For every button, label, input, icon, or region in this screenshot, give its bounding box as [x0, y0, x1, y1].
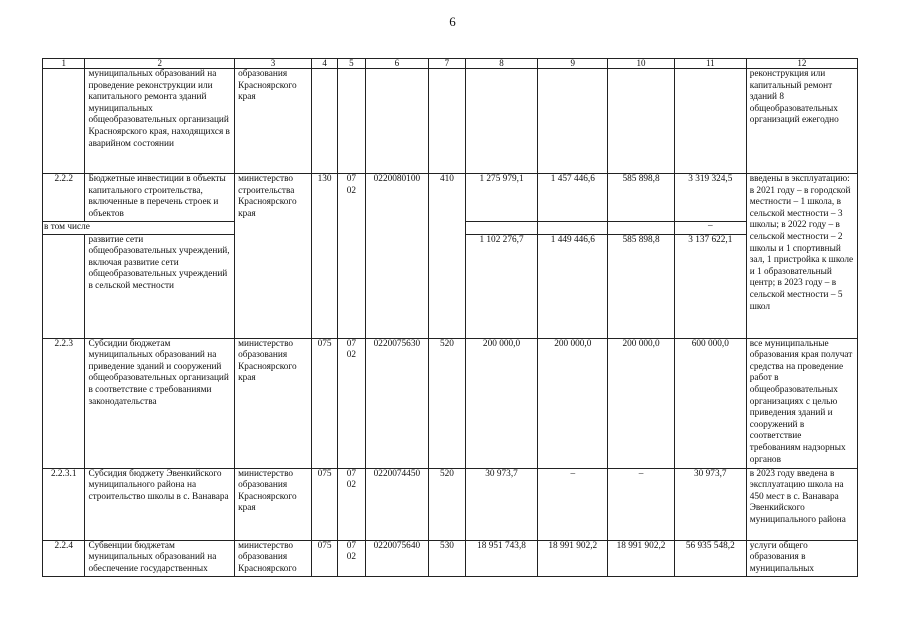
col-header: 11: [674, 59, 746, 69]
program-measures-table: [42, 58, 858, 577]
grbs-code: 075: [311, 540, 337, 576]
amount-2022: 1 457 446,6: [538, 174, 608, 222]
col-header: 7: [429, 59, 465, 69]
section-code: 07 02: [338, 468, 365, 540]
including-dash: –: [674, 222, 746, 235]
amount-total: 3 319 324,5: [674, 174, 746, 222]
target-article-code: 0220075640: [365, 540, 429, 576]
amount-2022: 200 000,0: [538, 338, 608, 468]
col-header: 8: [465, 59, 538, 69]
col-header: 9: [538, 59, 608, 69]
row-number: 2.2.4: [43, 540, 85, 576]
expected-result: реконструкция или капитальный ремонт зданий 8 общеобразовательных организаций ежегодно: [746, 69, 857, 174]
amount-2022: –: [538, 468, 608, 540]
measure-name: развитие сети общеобразовательных учреждений, включая развитие сети общеобразовательных учреждений в сельской местности: [85, 234, 235, 338]
measure-name: Субсидии бюджетам муниципальных образований на приведение зданий и сооружений общеобразовательных организаций в соответствие с требованиями законодательства: [85, 338, 235, 468]
amount-2023: 18 991 902,2: [608, 540, 675, 576]
executor: министерство образования Красноярского края: [235, 468, 312, 540]
amount-2021: 1 102 276,7: [465, 234, 538, 338]
expense-type-code: 410: [429, 174, 465, 339]
executor: министерство образования Красноярского края: [235, 338, 312, 468]
target-article-code: 0220080100: [365, 174, 429, 339]
including-label: в том числе: [43, 222, 235, 235]
expected-result: услуги общего образования в муниципальных: [746, 540, 857, 576]
col-header: 6: [365, 59, 429, 69]
target-article-code: 0220075630: [365, 338, 429, 468]
section-code: 07 02: [338, 540, 365, 576]
amount-2021: 30 973,7: [465, 468, 538, 540]
col-header: 3: [235, 59, 312, 69]
col-header: 4: [311, 59, 337, 69]
measure-name: Субвенции бюджетам муниципальных образований на обеспечение государственных: [85, 540, 235, 576]
amount-total: 56 935 548,2: [674, 540, 746, 576]
grbs-code: 075: [311, 468, 337, 540]
expense-type-code: 520: [429, 338, 465, 468]
amount-2022: 1 449 446,6: [538, 234, 608, 338]
row-number: 2.2.3.1: [43, 468, 85, 540]
amount-2021: 200 000,0: [465, 338, 538, 468]
expected-result: все муниципальные образования края получат средства на проведение работ в общеобразовательных организациях с целью приведения зданий и сооружений в соответствие требованиям надзорных органов: [746, 338, 857, 468]
col-header: 5: [338, 59, 365, 69]
measure-name: муниципальных образований на проведение реконструкции или капитального ремонта зданий муниципальных общеобразовательных организаций Красноярского края, находящихся в аварийном состоянии: [85, 69, 235, 174]
amount-total: 30 973,7: [674, 468, 746, 540]
row-number: 2.2.3: [43, 338, 85, 468]
col-header: 10: [608, 59, 675, 69]
section-code: 07 02: [338, 174, 365, 339]
table-row: [43, 540, 858, 576]
amount-2023: –: [608, 468, 675, 540]
measure-name: Субсидия бюджету Эвенкийского муниципального района на строительство школы в с. Ванавара: [85, 468, 235, 540]
col-header: 12: [746, 59, 857, 69]
amount-2022: 18 991 902,2: [538, 540, 608, 576]
table-row: [43, 468, 858, 540]
expected-result: в 2023 году введена в эксплуатацию школа на 450 мест в с. Ванавара Эвенкийского муниципального района: [746, 468, 857, 540]
column-number-row: [43, 59, 858, 69]
table-row: [43, 174, 858, 222]
amount-total: 3 137 622,1: [674, 234, 746, 338]
amount-2023: 200 000,0: [608, 338, 675, 468]
measure-name: Бюджетные инвестиции в объекты капитального строительства, включенные в перечень строек и объектов: [85, 174, 235, 222]
section-code: 07 02: [338, 338, 365, 468]
page-number: 6: [449, 14, 456, 29]
amount-2023: 585 898,8: [608, 234, 675, 338]
amount-2021: 18 951 743,8: [465, 540, 538, 576]
expense-type-code: 530: [429, 540, 465, 576]
col-header: 1: [43, 59, 85, 69]
expected-result: введены в эксплуатацию: в 2021 году – в городской местности – 1 школа, в сельской местности – 3 школы; в 2022 году – в сельской местности – 2 школы и 1 спортивный зал, 1 пристройка к школе и 1 образовательный центр; в 2023 году – в сельской местности – 5 школ: [746, 174, 857, 339]
executor: министерство строительства Красноярского края: [235, 174, 312, 339]
table-row: [43, 338, 858, 468]
grbs-code: 075: [311, 338, 337, 468]
row-number: 2.2.2: [43, 174, 85, 222]
expense-type-code: 520: [429, 468, 465, 540]
target-article-code: 0220074450: [365, 468, 429, 540]
col-header: 2: [85, 59, 235, 69]
executor: образования Красноярского края: [235, 69, 312, 174]
grbs-code: 130: [311, 174, 337, 339]
amount-2021: 1 275 979,1: [465, 174, 538, 222]
table-row: [43, 69, 858, 174]
amount-total: 600 000,0: [674, 338, 746, 468]
amount-2023: 585 898,8: [608, 174, 675, 222]
executor: министерство образования Красноярского: [235, 540, 312, 576]
